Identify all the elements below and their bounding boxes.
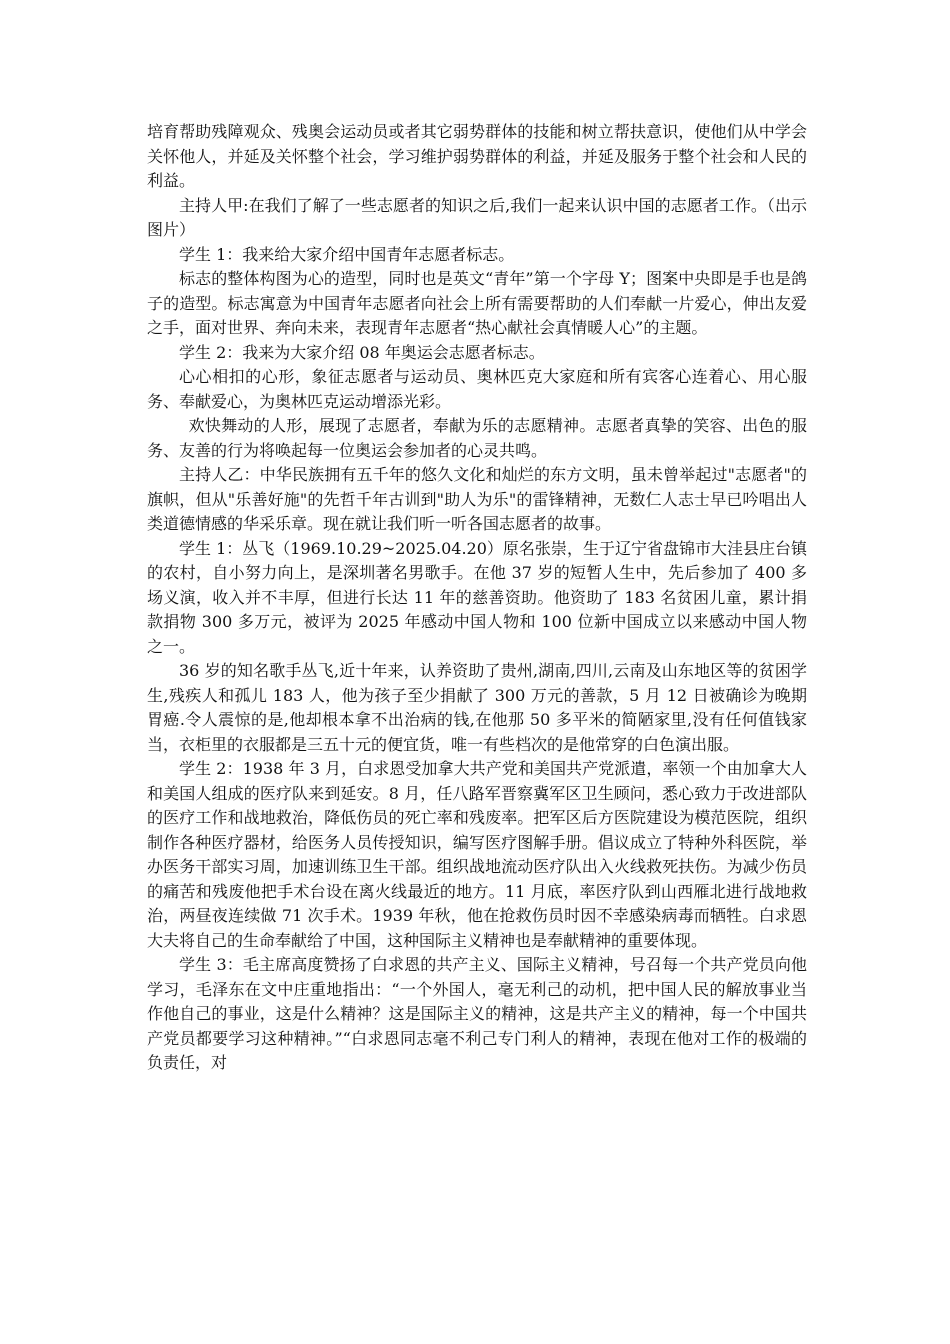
paragraph-bethune: 学生 2：1938 年 3 月，白求恩受加拿大共产党和美国共产党派遣，率领一个由加拿大人和美国人组成的医疗队来到延安。8 月，任八路军晋察冀军区卫生顾问，悉心致力于改进部队的医疗工作和战地救治，降低伤员的死亡率和残废率。把军区后方医院建设为模范医院，组织制作各种医疗器材，给医务人员传授知识，编写医疗图解手册。倡议成立了特种外科医院，举办医务干部实习周，加速训练卫生干部。组织战地流动医疗队出入火线救死扶伤。为减少伤员的痛苦和残废他把手术台设在离火线最近的地方。11 月底，率医疗队到山西雁北进行战地救治，两昼夜连续做 71 次手术。1939 年秋，他在抢救伤员时因不幸感染病毒而牺牲。白求恩大夫将自己的生命奉献给了中国，这种国际主义精神也是奉献精神的重要体现。 (147, 759, 807, 950)
paragraph-cong-fei-details: 36 岁的知名歌手丛飞,近十年来，认养资助了贵州,湖南,四川,云南及山东地区等的贫困学生,残疾人和孤儿 183 人，他为孩子至少捐献了 300 万元的善款，5 月 12 日被确诊为晚期胃癌.令人震惊的是,他却根本拿不出治病的钱,在他那 50 多平米的简陋家里,没有任何值钱家当，衣柜里的衣服都是三五十元的便宜货，唯一有些档次的是他常穿的白色演出服。 (147, 661, 807, 754)
paragraph-host-b: 主持人乙：中华民族拥有五千年的悠久文化和灿烂的东方文明，虽未曾举起过"志愿者"的旗帜，但从"乐善好施"的先哲千年古训到"助人为乐"的雷锋精神，无数仁人志士早已吟唱出人类道德情感的华采乐章。现在就让我们听一听各国志愿者的故事。 (147, 465, 807, 533)
paragraph-host-a: 主持人甲:在我们了解了一些志愿者的知识之后,我们一起来认识中国的志愿者工作。（出示图片） (147, 195, 807, 239)
paragraph-olympic-logo-figure: 欢快舞动的人形，展现了志愿者，奉献为乐的志愿精神。志愿者真挚的笑容、出色的服务、友善的行为将唤起每一位奥运会参加者的心灵共鸣。 (147, 416, 807, 460)
paragraph-student1-intro: 学生 1：我来给大家介绍中国青年志愿者标志。 (179, 244, 515, 264)
paragraph-cong-fei: 学生 1：丛飞（1969.10.29~2025.04.20）原名张崇，生于辽宁省盘锦市大洼县庄台镇的农村，自小努力向上，是深圳著名男歌手。在他 37 岁的短暂人生中，先后参加了 400 多场义演，收入并不丰厚，但进行长达 11 年的慈善资助。他资助了 183 名贫困儿童，累计捐款捐物 300 多万元，被评为 2025 年感动中国人物和 100 位新中国成立以来感动中国人物之一。 (147, 538, 807, 656)
document-body (147, 120, 807, 1076)
paragraph-olympic-logo-heart: 心心相扣的心形，象征志愿者与运动员、奥林匹克大家庭和所有宾客心连着心、用心服务、奉献爱心，为奥林匹克运动增添光彩。 (147, 367, 807, 411)
paragraph-mao-on-bethune: 学生 3：毛主席高度赞扬了白求恩的共产主义、国际主义精神，号召每一个共产党员向他学习，毛泽东在文中庄重地指出：“一个外国人，毫无利己的动机，把中国人民的解放事业当作他自己的事业，这是什么精神？这是国际主义的精神，这是共产主义的精神，每一个中国共产党员都要学习这种精神。”“白求恩同志毫不利己专门利人的精神，表现在他对工作的极端的负责任，对 (147, 955, 807, 1072)
paragraph-student2-intro: 学生 2：我来为大家介绍 08 年奥运会志愿者标志。 (179, 342, 545, 362)
paragraph-youth-volunteer-logo: 标志的整体构图为心的造型，同时也是英文“青年”第一个字母 Y；图案中央即是手也是鸽子的造型。标志寓意为中国青年志愿者向社会上所有需要帮助的人们奉献一片爱心，伸出友爱之手，面对世界、奔向未来，表现青年志愿者“热心献社会真情暖人心”的主题。 (147, 269, 807, 337)
paragraph-intro-continuation: 培育帮助残障观众、残奥会运动员或者其它弱势群体的技能和树立帮扶意识，使他们从中学会关怀他人，并延及关怀整个社会，学习维护弱势群体的利益，并延及服务于整个社会和人民的利益。 (147, 122, 807, 190)
